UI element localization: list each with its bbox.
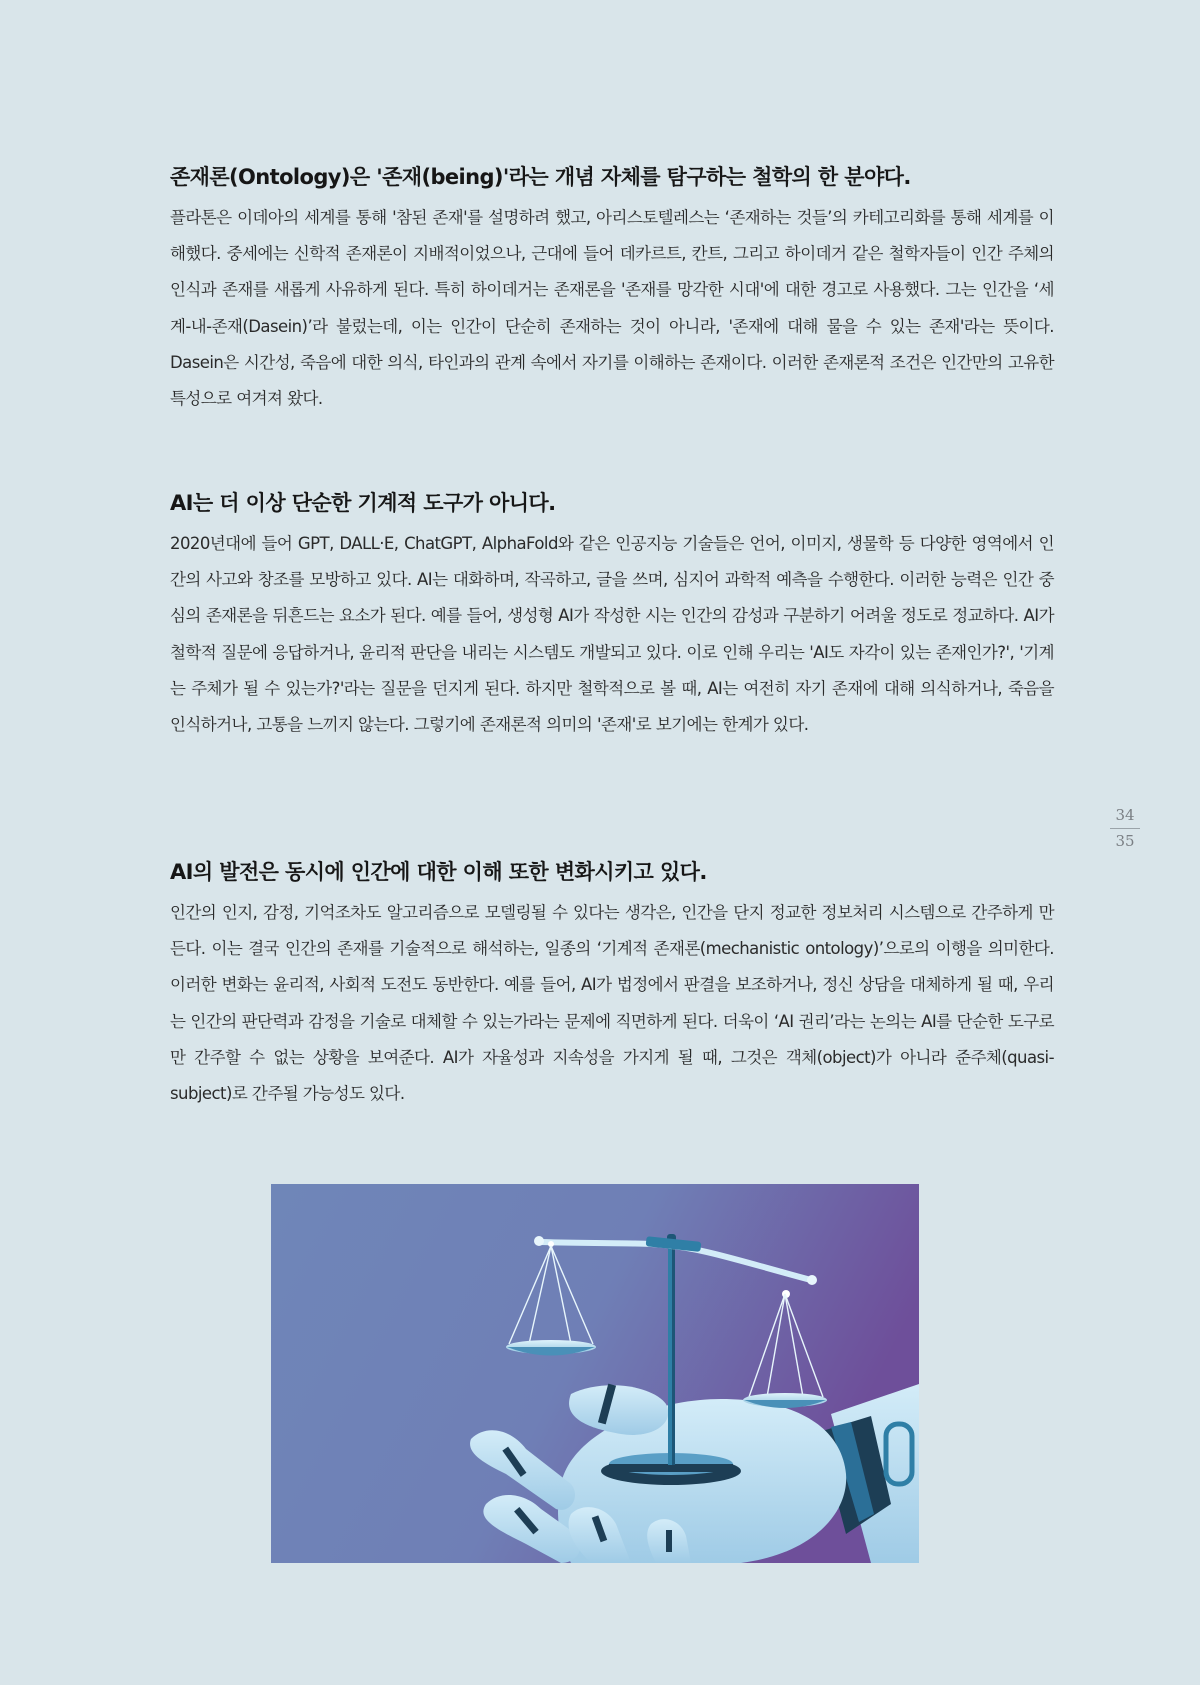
section-heading: AI의 발전은 동시에 인간에 대한 이해 또한 변화시키고 있다. [170, 860, 707, 884]
section-body: 플라톤은 이데아의 세계를 통해 '참된 존재'를 설명하려 했고, 아리스토텔레스는 ‘존재하는 것들’의 카테고리화를 통해 세계를 이해했다. 중세에는 신학적 존재론이 지배적이었으나, 근대에 들어 데카르트, 칸트, 그리고 하이데거 같은 철학자들이 인간 주체의 인식과 존재를 새롭게 사유하게 된다. 특히 하이데거는 존재론을 '존재를 망각한 시대'에 대한 경고로 사용했다. 그는 인간을 ‘세계-내-존재(Dasein)’라 불렀는데, 이는 인간이 단순히 존재하는 것이 아니라, '존재에 대해 물을 수 있는 존재'라는 뜻이다. Dasein은 시간성, 죽음에 대한 의식, 타인과의 관계 속에서 자기를 이해하는 존재이다. 이러한 존재론적 조건은 인간만의 고유한 특성으로 여겨져 왔다. [170, 208, 1054, 409]
section-body: 인간의 인지, 감정, 기억조차도 알고리즘으로 모델링될 수 있다는 생각은, 인간을 단지 정교한 정보처리 시스템으로 간주하게 만든다. 이는 결국 인간의 존재를 기술적으로 해석하는, 일종의 ‘기계적 존재론(mechanistic ontology)’으로의 이행을 의미한다. 이러한 변화는 윤리적, 사회적 도전도 동반한다. 예를 들어, AI가 법정에서 판결을 보조하거나, 정신 상담을 대체하게 될 때, 우리는 인간의 판단력과 감정을 기술로 대체할 수 있는가라는 문제에 직면하게 된다. 더욱이 ‘AI 권리’라는 논의는 AI를 단순한 도구로만 간주할 수 없는 상황을 보여준다. AI가 자율성과 지속성을 가지게 될 때, 그것은 객체(object)가 아니라 준주체(quasi-subject)로 간주될 가능성도 있다. [170, 903, 1054, 1104]
page-number-right: 35 [1115, 832, 1135, 850]
robot-hand-scales-illustration [271, 1184, 919, 1563]
scale-pillar [667, 1234, 676, 1465]
section-heading: AI는 더 이상 단순한 기계적 도구가 아니다. [170, 491, 556, 515]
section-ai-not-tool [170, 486, 1054, 743]
page-number-left: 34 [1115, 806, 1135, 824]
section-body: 2020년대에 들어 GPT, DALL·E, ChatGPT, AlphaFold와 같은 인공지능 기술들은 언어, 이미지, 생물학 등 다양한 영역에서 인간의 사고와 창조를 모방하고 있다. AI는 대화하며, 작곡하고, 글을 쓰며, 심지어 과학적 예측을 수행한다. 이러한 능력은 인간 중심의 존재론을 뒤흔드는 요소가 된다. 예를 들어, 생성형 AI가 작성한 시는 인간의 감성과 구분하기 어려울 정도로 정교하다. AI가 철학적 질문에 응답하거나, 윤리적 판단을 내리는 시스템도 개발되고 있다. 이로 인해 우리는 'AI도 자각이 있는 존재인가?', '기계는 주체가 될 수 있는가?'라는 질문을 던지게 된다. 하지만 철학적으로 볼 때, AI는 여전히 자기 존재에 대해 의식하거나, 죽음을 인식하거나, 고통을 느끼지 않는다. 그렇기에 존재론적 의미의 '존재'로 보기에는 한계가 있다. [170, 534, 1054, 735]
page-number-divider [1110, 828, 1140, 829]
section-heading: 존재론(Ontology)은 '존재(being)'라는 개념 자체를 탐구하는 철학의 한 분야다. [170, 165, 911, 189]
section-ai-human-understanding [170, 855, 1054, 1112]
section-ontology [170, 160, 1054, 417]
